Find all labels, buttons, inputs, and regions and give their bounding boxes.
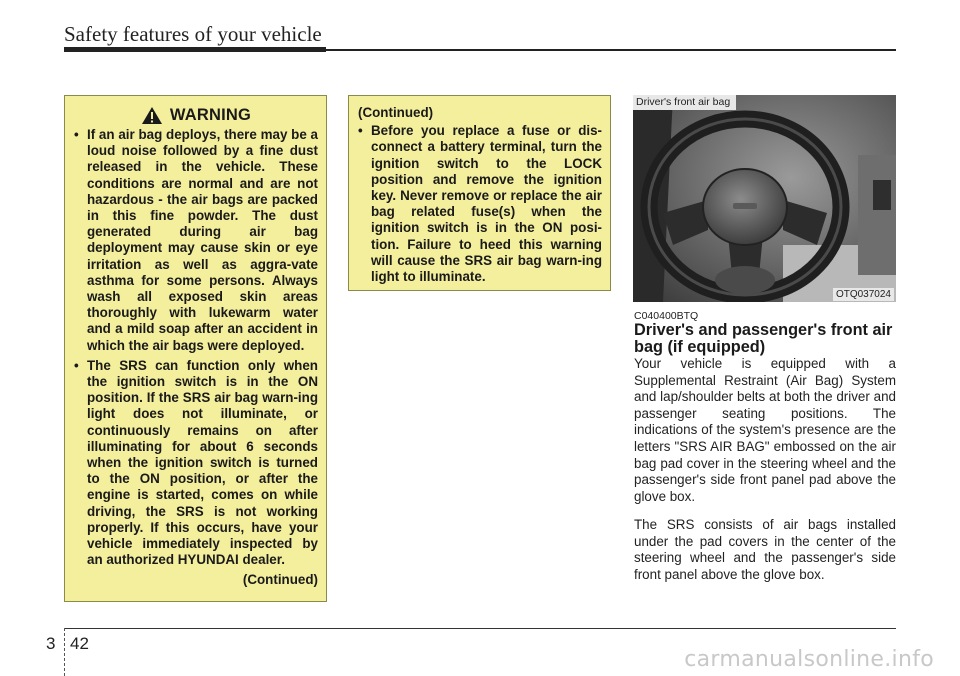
warning-bullet: • If an air bag deploys, there may be a loud noise followed by a fine dust released in the vehicle. These conditions are normal and are not hazardous - the air bags are packed in this fine powder. The dust generated during air bag deployment may cause skin or eye irritation as well as aggra-vate asthma for some persons. Always wash all exposed skin areas thoroughly with lukewarm water and a mild soap after an accident in which the air bags were deployed. (74, 127, 318, 354)
continued-bullet: • Before you replace a fuse or dis-connect a battery terminal, turn the ignition switch to the LOCK position and remove the ignition key. Never remove or replace the air bag related fuse(s) when the ignition switch is in the ON posi-tion. Failure to heed this warning will cause the SRS air bag warn-ing light to illuminate. (358, 123, 602, 285)
warning-bullet: • The SRS can function only when the ignition switch is in the ON position. If the SRS air bag warn-ing light does not illuminate, or continuously remains on after illuminating for about 6 seconds when the ignition switch is turned to the ON position, or after the engine is started, comes on while driving, the SRS is not working properly. If this occurs, have your vehicle immediately inspected by an authorized HYUNDAI dealer. (74, 358, 318, 569)
header-rule-thin (326, 49, 896, 51)
warning-header (74, 106, 318, 125)
continued-label: (Continued) (242, 572, 318, 588)
warning-bullet-list (74, 127, 318, 568)
footer-divider (64, 628, 65, 676)
continued-bullet-list (358, 123, 602, 285)
warning-title: WARNING (169, 106, 252, 125)
page-number: 42 (70, 634, 89, 653)
header-rule (64, 47, 326, 52)
figure-code: OTQ037024 (833, 288, 894, 301)
section-title: Driver's and passenger's front air bag (if equipped) (634, 321, 893, 356)
figure-caption: Driver's front air bag (633, 95, 736, 110)
body-paragraph: Your vehicle is equipped with a Supplemental Restraint (Air Bag) System and lap/shoulder belts at both the driver and passenger seating positions. The indications of the system's presence are the letters "SRS AIR BAG" embossed on the air bag pad cover in the steering wheel and the passenger's side front panel pad above the glove box. (634, 356, 896, 504)
warning-triangle-icon (141, 106, 163, 125)
steering-wheel-illustration (633, 95, 896, 302)
page-header-title: Safety features of your vehicle (64, 22, 322, 46)
section-code: C040400BTQ (634, 310, 699, 322)
continued-heading: (Continued) (358, 105, 434, 120)
warning-box (64, 95, 327, 602)
watermark: carmanualsonline.info (684, 647, 934, 672)
chapter-number: 3 (46, 634, 56, 653)
steering-wheel-photo (633, 95, 896, 302)
footer-rule (64, 628, 896, 629)
body-paragraph: The SRS consists of air bags installed under the pad covers in the center of the steering wheel and the passenger's side front panel above the glove box. (634, 517, 896, 582)
continued-warning-box (348, 95, 611, 291)
